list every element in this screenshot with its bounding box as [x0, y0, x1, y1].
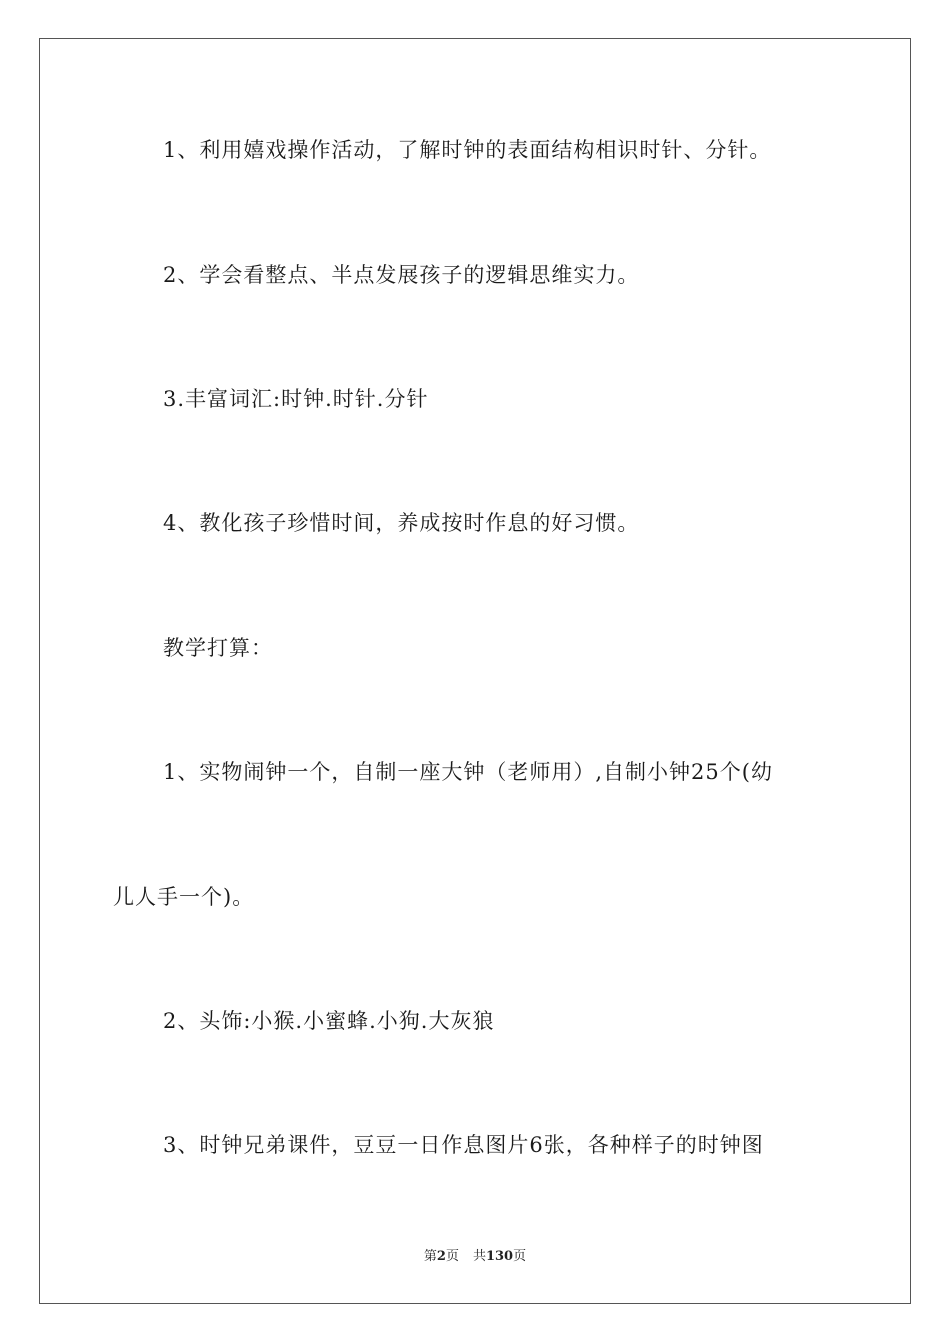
paragraph-goal-2: 2、学会看整点、半点发展孩子的逻辑思维实力。 [163, 263, 640, 287]
total-pages: 130 [485, 1249, 514, 1264]
total-suffix: 页 [513, 1249, 527, 1264]
page-border [39, 38, 911, 1304]
paragraph-prep-2: 2、头饰:小猴.小蜜蜂.小狗.大灰狼 [163, 1009, 495, 1033]
paragraph-prep-1-continued: 儿人手一个)。 [113, 885, 255, 909]
total-prefix: 共 [472, 1249, 486, 1264]
page-footer [0, 1248, 950, 1266]
section-heading-preparation: 教学打算： [163, 636, 273, 660]
paragraph-prep-3: 3、时钟兄弟课件，豆豆一日作息图片6张，各种样子的时钟图 [163, 1133, 764, 1157]
paragraph-goal-4: 4、教化孩子珍惜时间，养成按时作息的好习惯。 [163, 511, 640, 535]
page-suffix: 页 [445, 1249, 459, 1264]
paragraph-goal-1: 1、利用嬉戏操作活动，了解时钟的表面结构相识时针、分针。 [163, 138, 772, 162]
paragraph-goal-3: 3.丰富词汇:时钟.时针.分针 [163, 387, 429, 411]
page-prefix: 第 [423, 1249, 437, 1264]
paragraph-prep-1: 1、实物闹钟一个，自制一座大钟（老师用）,自制小钟25个(幼 [163, 760, 773, 784]
page-number: 2 [436, 1249, 446, 1264]
